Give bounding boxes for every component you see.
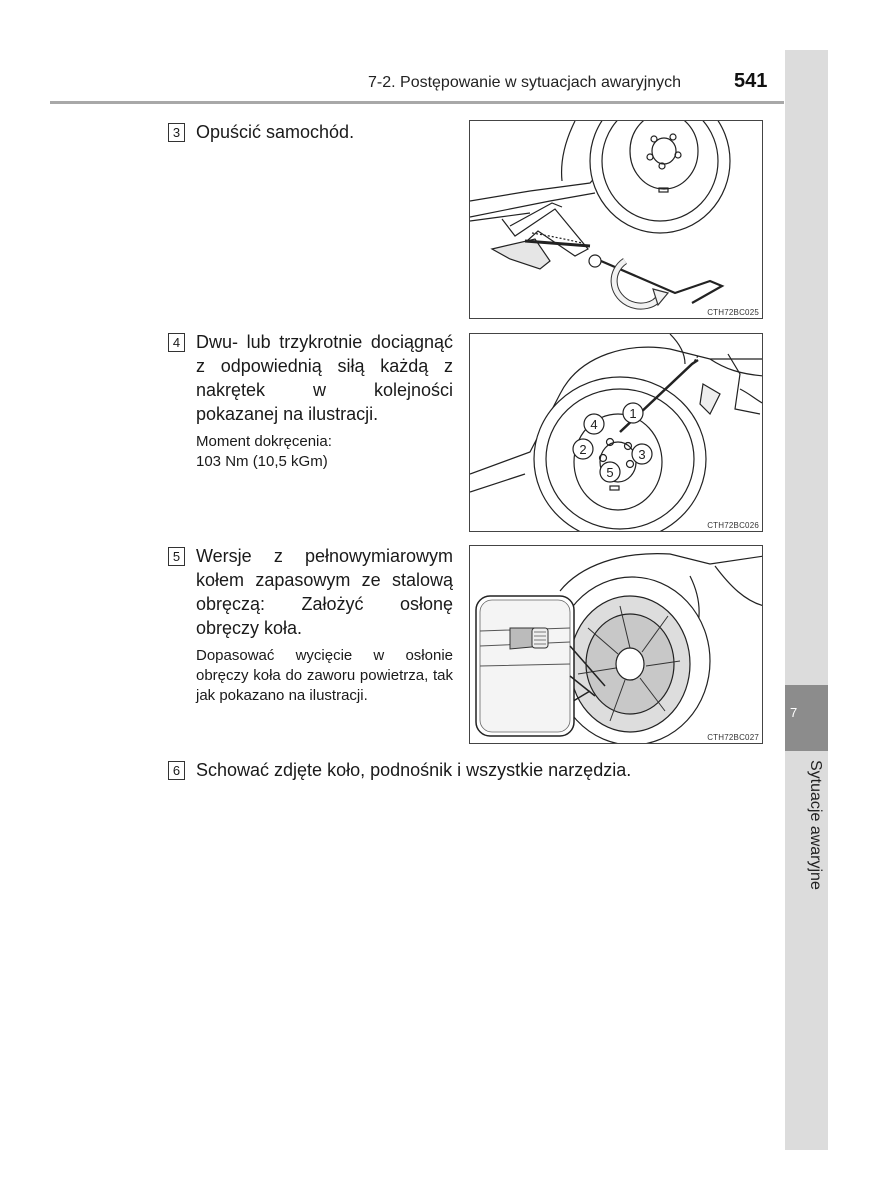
step-text: Opuścić samochód. [196,122,355,142]
lower-car-illustration [470,121,763,319]
section-title: 7-2. Postępowanie w sytuacjach awaryjnych [368,74,682,91]
step-number-badge: 3 [168,123,185,142]
step-number-badge: 5 [168,547,185,566]
step-number-badge: 4 [168,333,185,352]
step-text: Schować zdjęte koło, podnośnik i wszystkie narzędzia. [196,760,632,780]
step-5 [168,544,456,706]
nut-label-3: 3 [638,447,646,462]
figure-wheel-cover [469,545,763,744]
chapter-label: Sytuacje awaryjne [807,760,824,890]
torque-value: 103 Nm (10,5 kGm) [196,453,328,470]
step-text: Wersje z pełnowymiarowym kołem zapasowym ze stalową obręczą: Założyć osłonę obręczy koła. [196,546,453,638]
nut-label-1: 1 [629,406,637,421]
nut-label-4: 4 [590,417,598,432]
step-text: Dwu- lub trzykrotnie dociągnąć z odpowiednią siłą każdą z nakrętek w kolejności pokazanej na ilustracji. [196,332,453,424]
figure-tightening-sequence [469,333,763,532]
step-6 [168,758,728,782]
step-3 [168,120,458,144]
figure-code: CTH72BC026 [707,521,759,530]
figure-code: CTH72BC027 [707,733,759,742]
torque-note [196,432,453,472]
step-number-badge: 6 [168,761,185,780]
figure-code: CTH72BC025 [707,308,759,317]
nut-label-2: 2 [579,442,587,457]
nut-label-5: 5 [606,465,614,480]
step-note: Dopasować wycięcie w osłonie obręczy koła do zaworu powietrza, tak jak pokazano na ilustracji. [196,647,453,704]
header-rule [50,101,784,104]
wheel-cover-illustration [470,546,763,744]
chapter-number: 7 [790,705,798,720]
step-4 [168,330,456,472]
tightening-sequence-illustration [470,334,763,532]
torque-label: Moment dokręcenia: [196,433,332,450]
side-strip [785,50,828,1150]
figure-lower-car [469,120,763,319]
page-number: 541 [734,70,768,92]
